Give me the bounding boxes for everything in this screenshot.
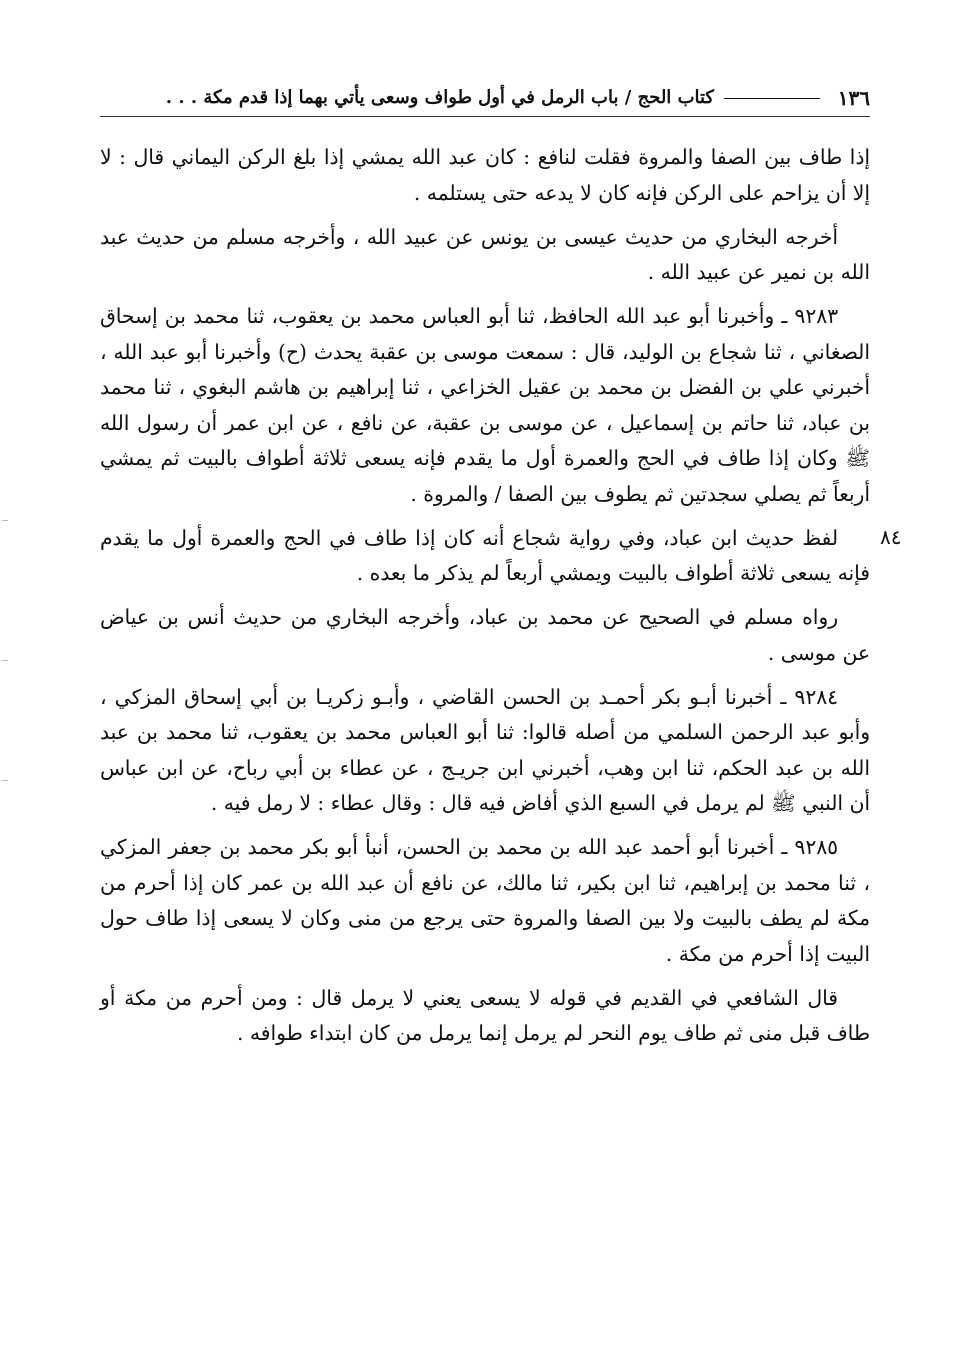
page-body xyxy=(100,140,870,1060)
header-rule xyxy=(724,98,820,99)
paragraph-4: لفظ حديث ابن عباد، وفي رواية شجاع أنه كان إذا طاف في الحج والعمرة أول ما يقدم فإنه يسعى ثلاثة أطواف بالبيت ويمشي أربعاً لم يذكر ما بعده . xyxy=(100,525,870,585)
margin-folio-number: ٨٤ xyxy=(880,525,902,549)
paragraph-1: إذا طاف بين الصفا والمروة فقلت لنافع : كان عبد الله يمشي إذا بلغ الركن اليماني قال : لا إلا أن يزاحم على الركن فإنه كان لا يدعه حتى يستلمه . xyxy=(100,145,870,205)
page-header xyxy=(100,84,870,118)
page-number: ١٣٦ xyxy=(837,86,870,110)
paragraph-hadith-9284: ٩٢٨٤ ـ أخبرنا أبـو بكر أحمـد بن الحسن القاضي ، وأبـو زكريـا بن أبي إسحاق المزكي ، وأبو عبد الرحمن السلمي من أصله قالوا: ثنا أبو العباس محمد بن يعقوب، ثنا محمد بن عبد الله بن عبد الحكم، ثنا ابن وهب، أخبرني ابن جريـج ، عن عطاء بن أبي رباح، عن ابن عباس أن النبي ﷺ لم يرمل في السبع الذي أفاض فيه قال : وقال عطاء : لا رمل فيه . xyxy=(100,684,870,815)
paragraph-hadith-9283: ٩٢٨٣ ـ وأخبرنا أبو عبد الله الحافظ، ثنا أبو العباس محمد بن يعقوب، ثنا محمد بن إسحاق الصغاني ، ثنا شجاع بن الوليد، قال : سمعت موسى بن عقبة يحدث (ح) وأخبرنا أبو عبد الله ، أخبرني علي بن الفضل بن محمد بن عقيل الخزاعي ، ثنا إبراهيم بن هاشم البغوي ، ثنا محمد بن عباد، ثنا حاتم بن إسماعيل ، عن موسى بن عقبة، عن نافع ، عن ابن عمر أن رسول الله ﷺ وكان إذا طاف في الحج والعمرة أول ما يقدم فإنه يسعى ثلاثة أطواف بالبيت ثم يمشي أربعاً ثم يصلي سجدتين ثم يطوف بين الصفا / والمروة . xyxy=(100,304,870,506)
paragraph-hadith-9285: ٩٢٨٥ ـ أخبرنا أبو أحمد عبد الله بن محمد بن الحسن، أنبأ أبو بكر محمد بن جعفر المزكي ، ثنا محمد بن إبراهيم، ثنا ابن بكير، ثنا مالك، عن نافع أن عبد الله بن عمر كان إذا أحرم من مكة لم يطف بالبيت ولا بين الصفا والمروة حتى يرجع من منى وكان لا يسعى إذا طاف حول البيت إذا أحرم من مكة . xyxy=(100,835,870,966)
header-divider xyxy=(100,116,870,117)
scan-edge-mark xyxy=(2,780,8,781)
scan-edge-mark xyxy=(2,660,8,661)
paragraph-8: قال الشافعي في القديم في قوله لا يسعى يعني لا يرمل قال : ومن أحرم من مكة أو طاف قبل منى ثم طاف يوم النحر لم يرمل إنما يرمل من كان ابتداء طوافه . xyxy=(100,985,870,1045)
paragraph-2: أخرجه البخاري من حديث عيسى بن يونس عن عبيد الله ، وأخرجه مسلم من حديث عبد الله بن نمير عن عبيد الله . xyxy=(100,224,870,284)
scan-edge-mark xyxy=(2,520,8,521)
running-title: كتاب الحج / باب الرمل في أول طواف وسعى يأتي بهما إذا قدم مكة . . . xyxy=(165,87,714,108)
paragraph-5: رواه مسلم في الصحيح عن محمد بن عباد، وأخرجه البخاري من حديث أنس بن عياض عن موسى . xyxy=(100,605,870,665)
